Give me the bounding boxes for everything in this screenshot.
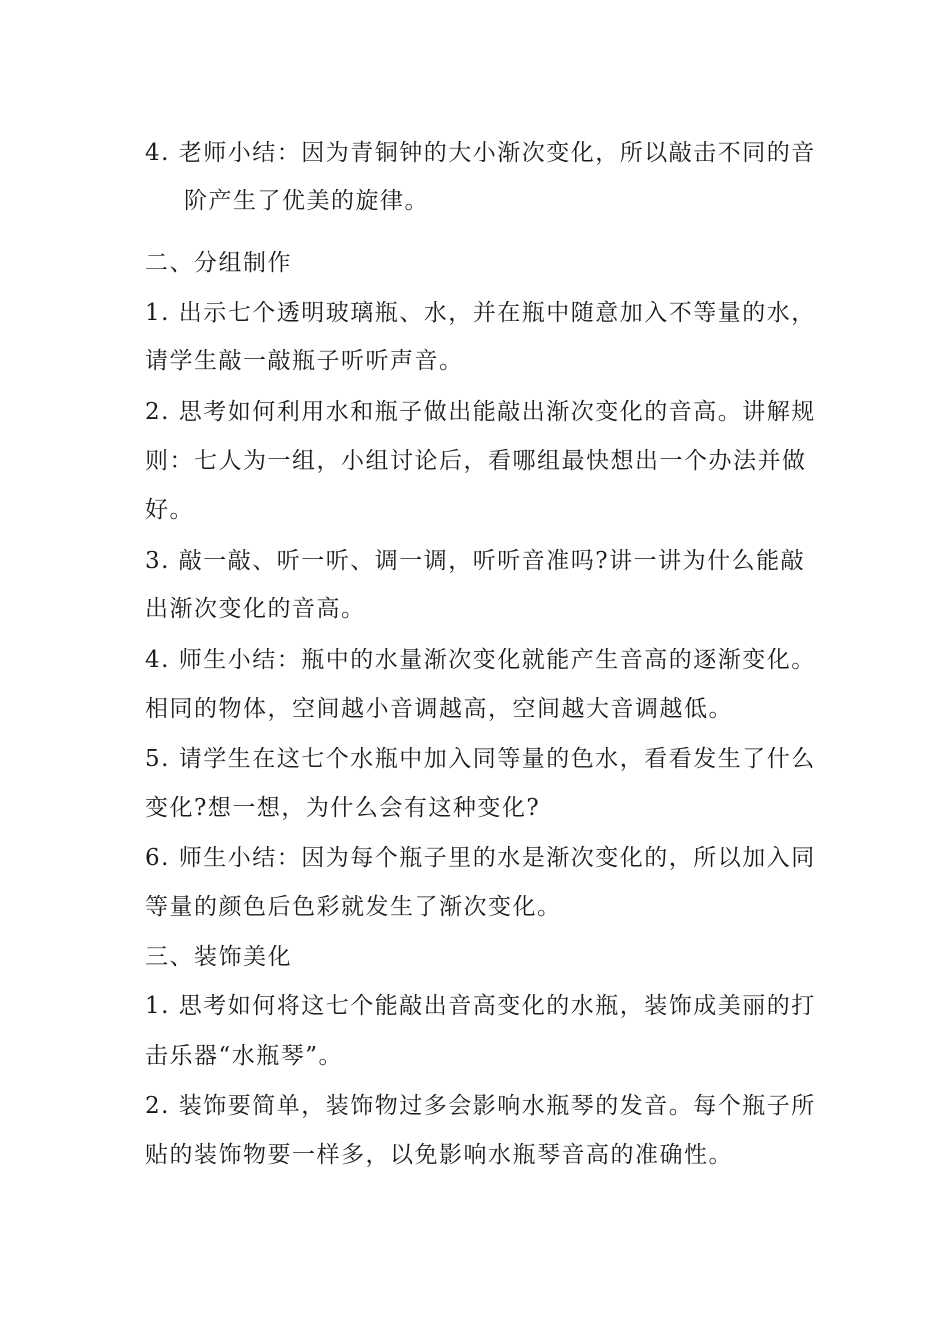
- text-line-summary-teacher: 4. 老师小结：因为青铜钟的大小渐次变化，所以敲击不同的音: [145, 140, 816, 166]
- text-line-item-6: 6. 师生小结：因为每个瓶子里的水是渐次变化的，所以加入同: [145, 845, 816, 871]
- text-line-item-2: 2. 思考如何利用水和瓶子做出能敲出渐次变化的音高。讲解规: [145, 399, 816, 425]
- text-line-item-4-cont: 相同的物体，空间越小音调越高，空间越大音调越低。: [145, 696, 733, 722]
- text-line-item-5: 5. 请学生在这七个水瓶中加入同等量的色水，看看发生了什么: [145, 746, 816, 772]
- text-line-item-6-cont: 等量的颜色后色彩就发生了渐次变化。: [145, 894, 562, 920]
- section-heading-decoration: 三、装饰美化: [145, 944, 292, 970]
- text-line-item-2-cont: 则：七人为一组，小组讨论后，看哪组最快想出一个办法并做: [145, 448, 807, 474]
- text-line-summary-teacher-cont: 阶产生了优美的旋律。: [184, 188, 429, 214]
- text-line-deco-item-1-cont: 击乐器“水瓶琴”。: [145, 1043, 344, 1069]
- text-line-deco-item-2-cont: 贴的装饰物要一样多，以免影响水瓶琴音高的准确性。: [145, 1142, 733, 1168]
- section-heading-group-making: 二、分组制作: [145, 250, 292, 276]
- text-line-item-3-cont: 出渐次变化的音高。: [145, 596, 366, 622]
- text-line-item-5-cont: 变化?想一想，为什么会有这种变化?: [145, 795, 541, 821]
- text-line-item-2-cont2: 好。: [145, 497, 194, 523]
- text-line-deco-item-1: 1. 思考如何将这七个能敲出音高变化的水瓶，装饰成美丽的打: [145, 993, 816, 1019]
- text-line-item-1-cont: 请学生敲一敲瓶子听听声音。: [145, 348, 464, 374]
- text-line-item-1: 1. 出示七个透明玻璃瓶、水，并在瓶中随意加入不等量的水，: [145, 300, 816, 326]
- text-line-deco-item-2: 2. 装饰要简单，装饰物过多会影响水瓶琴的发音。每个瓶子所: [145, 1093, 816, 1119]
- text-line-item-4: 4. 师生小结：瓶中的水量渐次变化就能产生音高的逐渐变化。: [145, 647, 816, 673]
- text-line-item-3: 3. 敲一敲、听一听、调一调，听听音准吗?讲一讲为什么能敲: [145, 548, 806, 574]
